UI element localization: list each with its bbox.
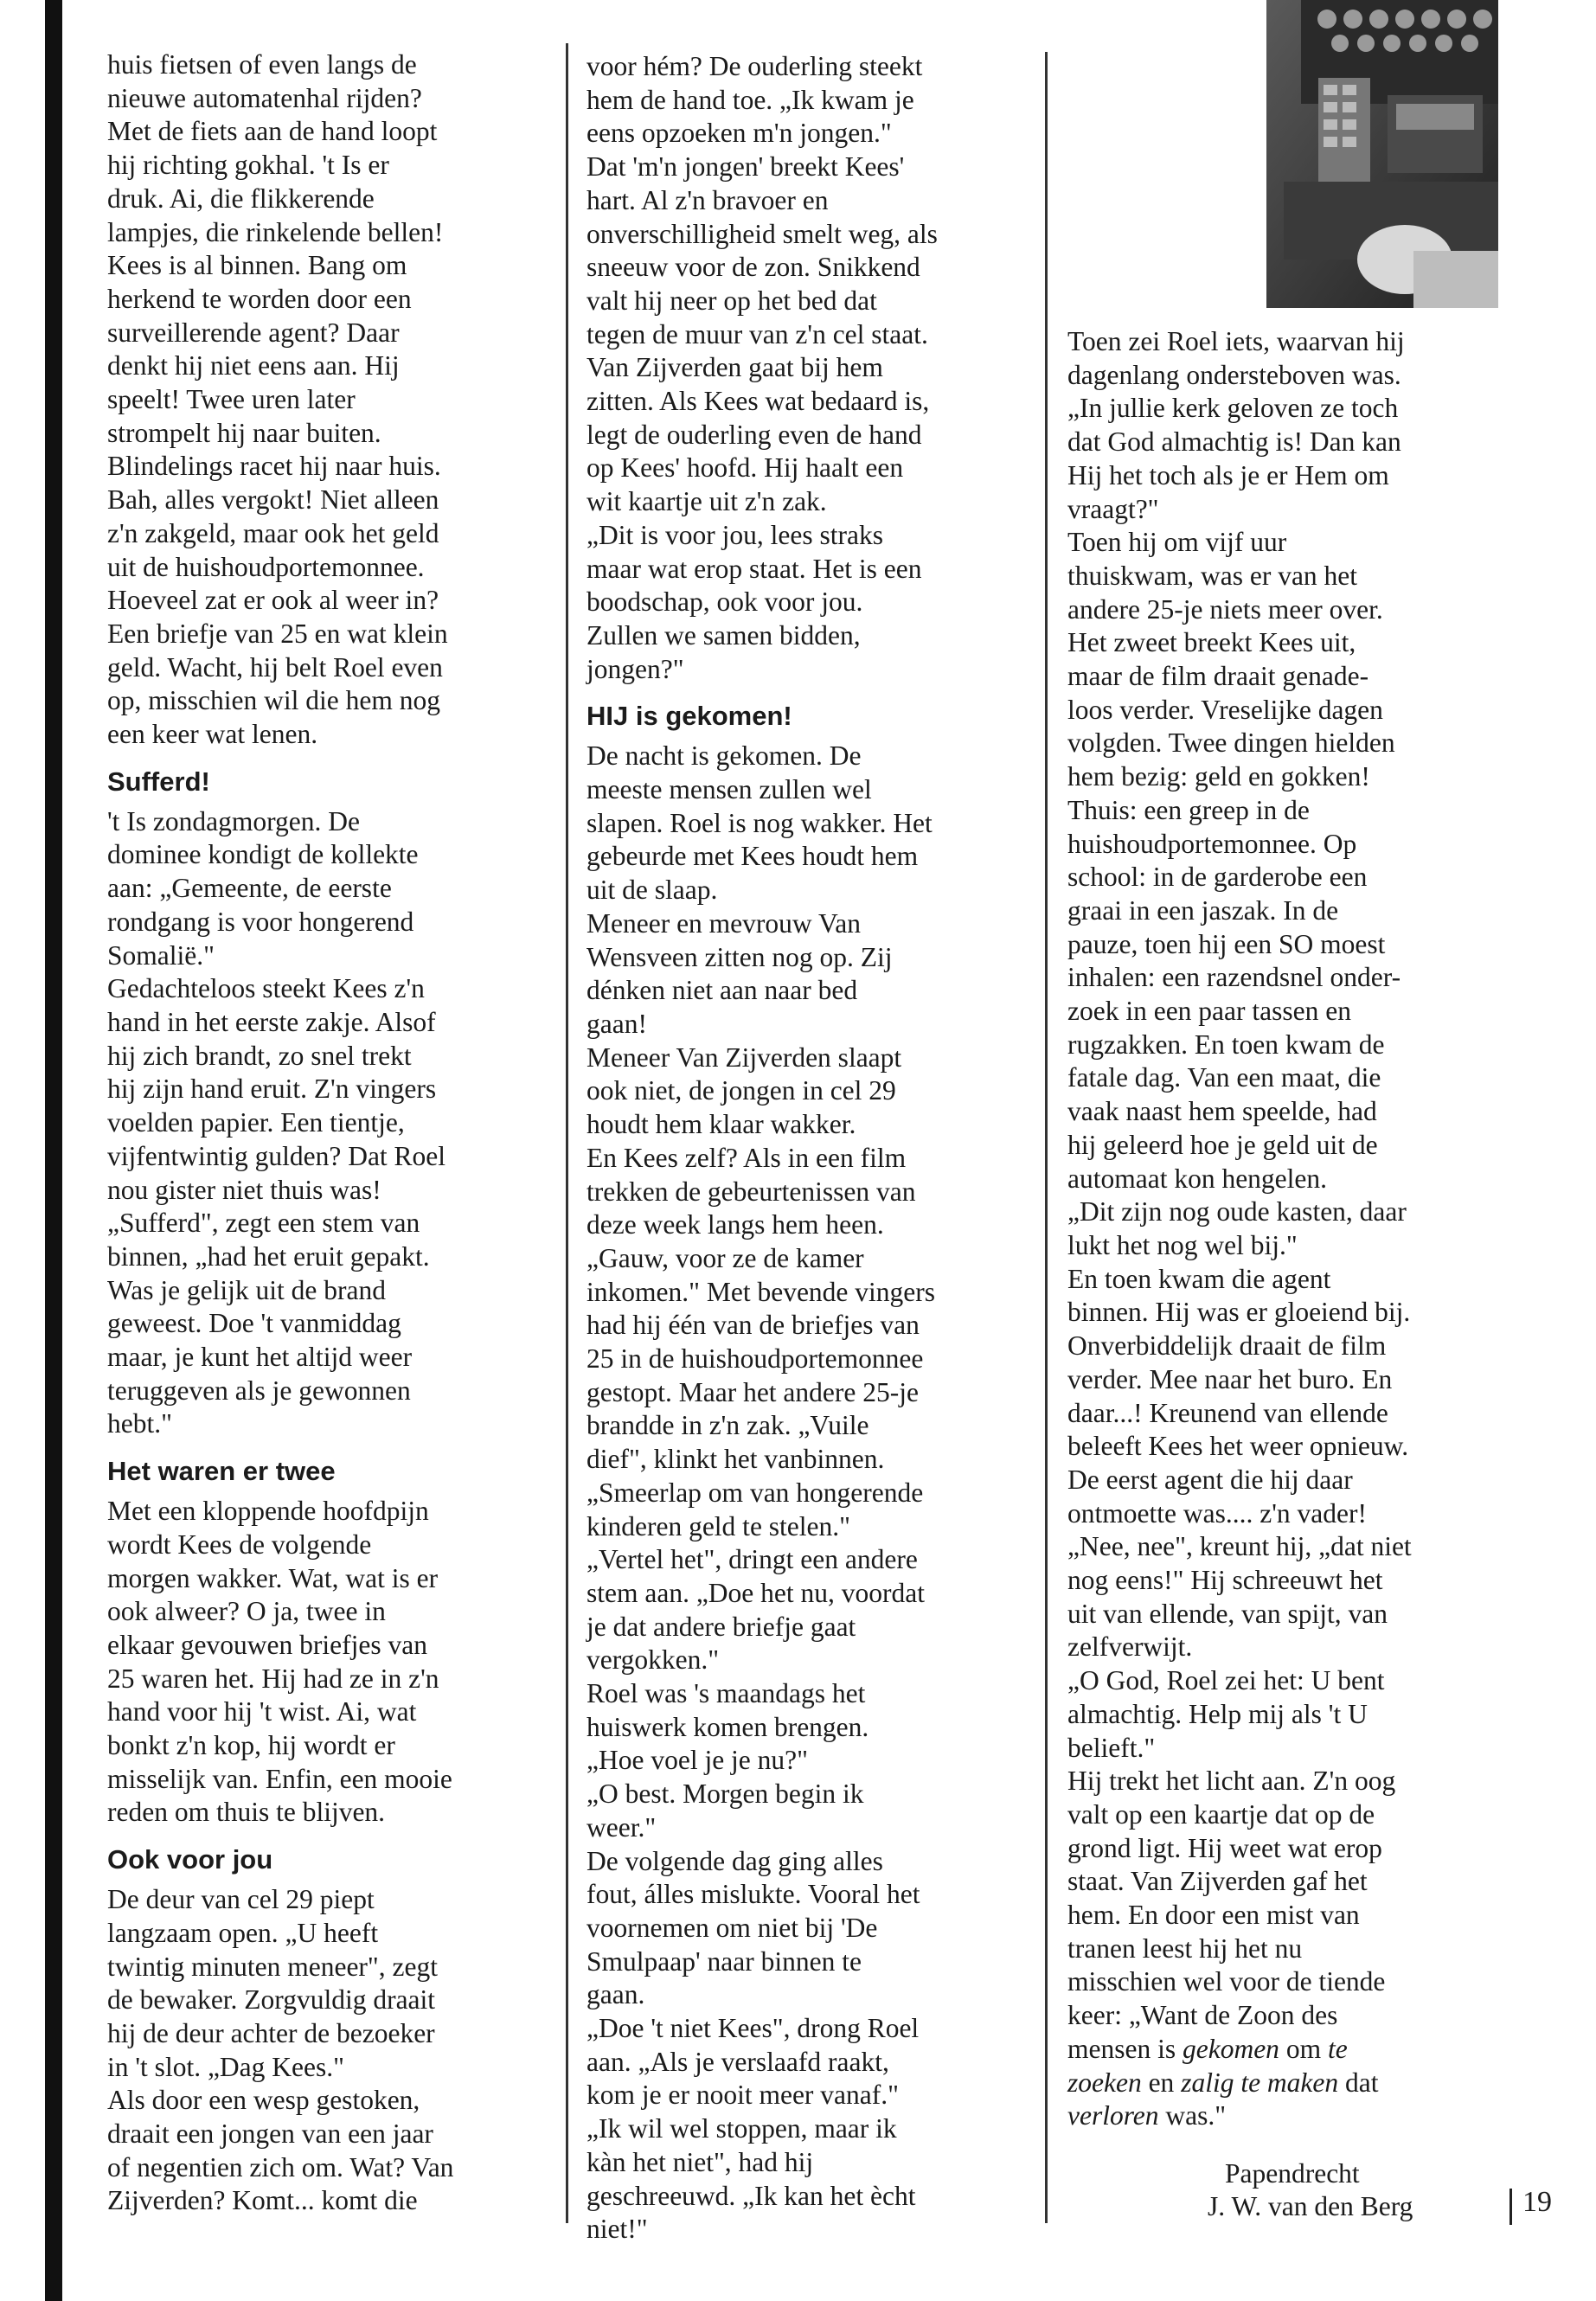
section-heading: HIJ is gekomen! — [586, 701, 792, 732]
signature-place: Papendrecht — [1225, 2158, 1360, 2189]
paragraph-text: Toen zei Roel iets, waarvan hij dagenlang ondersteboven was. „In jullie kerk geloven ze toch dat God almachtig is! Dan kan Hij het toch als je er Hem om vraagt?" Toen hij om vijf uur thuiskwam, was er van het andere 25-je niets meer over. Het zweet breekt Kees uit, maar de film draait genade- loos verder. Vreselijke dagen volgden. Twee dingen hielden hem bezig: geld en gokken! Thuis: een greep in de huishoudportemonnee. Op school: in de garderobe een graai in een jaszak. In de pauze, toen hij een SO moest inhalen: een razendsnel onder- zoek in een paar tassen en rugzakken. En toen kwam de fatale dag. Van een maat, die vaak naast hem speelde, had hij geleerd hoe je geld uit de automaat kon hengelen. „Dit zijn nog oude kasten, daar lukt het nog wel bij." En toen kwam die agent binnen. Hij was er gloeiend bij. Onverbiddelijk draait de film verder. Mee naar het buro. En daar...! Kreunend van ellende beleeft Kees het weer opnieuw. De eerst agent die hij daar ontmoette was.... z'n vader! „Nee, nee", kreunt hij, „dat niet nog eens!" Hij schreeuwt het uit van ellende, van spijt, van zelfverwijt. „O God, Roel zei het: U bent almachtig. Help mij als 't U belieft." Hij trekt het licht aan. Z'n oog valt op een kaartje dat op de grond ligt. Hij weet wat erop staat. Van Zijverden gaf het hem. En door een mist van tranen leest hij het nu misschien wel voor de tiende keer: „Want de Zoon des mensen is — [1067, 326, 1412, 2064]
paragraph-text: om — [1279, 2033, 1328, 2064]
page-number-divider — [1509, 2189, 1512, 2225]
emphasis: te zoeken — [1067, 2033, 1348, 2098]
section-heading: Ook voor jou — [107, 1844, 273, 1875]
column-divider — [1045, 52, 1048, 2223]
slot-machine-icon — [1266, 0, 1498, 308]
page-number: 19 — [1522, 2186, 1552, 2218]
paragraph-text: en — [1141, 2067, 1182, 2098]
paragraph: 't Is zondagmorgen. De dominee kondigt de kollekte aan: „Gemeente, de eerste rondgang is voor hongerend Somalië." Gedachteloos steekt Kees z'n hand in het eerste zakje. Alsof hij zich brandt, zo snel trekt hij zijn hand eruit. Z'n vingers voelden papier. Een tientje, vijfentwintig gulden? Dat Roel nou gister niet thuis was! „Sufferd", zegt een stem van binnen, „had het eruit gepakt. Was je gelijk uit de brand geweest. Doe 't vanmiddag maar, je kunt het altijd weer teruggeven als je gewonnen hebt." — [107, 805, 446, 1439]
paragraph-text: dat — [1345, 2067, 1379, 2098]
emphasis: verloren — [1067, 2100, 1159, 2131]
paragraph: De deur van cel 29 piept langzaam open. „U heeft twintig minuten meneer", zegt de bewaker. Zorgvuldig draait hij de deur achter de bezoeker in 't slot. „Dag Kees." Als door een wesp gestoken, draait een jongen van een jaar of negentien zich om. Wat? Van Zijverden? Komt... komt die — [107, 1884, 454, 2216]
page-edge-bar — [45, 0, 62, 2301]
paragraph: voor hém? De ouderling steekt hem de hand toe. „Ik kwam je eens opzoeken m'n jongen." Dat 'm'n jongen' breekt Kees' hart. Al z'n bravoer en onverschilligheid smelt weg, als sneeuw voor de zon. Snikkend valt hij neer op het bed dat tegen de muur van z'n cel staat. Van Zijverden gaat bij hem zitten. Als Kees wat bedaard is, legt de ouderling even de hand op Kees' hoofd. Hij haalt een wit kaartje uit z'n zak. „Dit is voor jou, lees straks maar wat erop staat. Het is een boodschap, ook voor jou. Zullen we samen bidden, jongen?" — [586, 51, 938, 684]
author-signature — [1208, 2157, 1413, 2223]
column-divider — [566, 43, 568, 2223]
paragraph: Met een kloppende hoofdpijn wordt Kees de volgende morgen wakker. Wat, wat is er ook alweer? O ja, twee in elkaar gevouwen briefjes van 25 waren het. Hij had ze in z'n hand voor hij 't wist. Ai, wat bonkt z'n kop, hij wordt er misselijk van. Enfin, een mooie reden om thuis te blijven. — [107, 1496, 452, 1828]
signature-author: J. W. van den Berg — [1208, 2191, 1413, 2221]
paragraph-text: was." — [1158, 2100, 1227, 2131]
paragraph: huis fietsen of even langs de nieuwe automatenhal rijden? Met de fiets aan de hand loopt hij richting gokhal. 't Is er druk. Ai, die flikkerende lampjes, die rinkelende bellen! Kees is al binnen. Bang om herkend te worden door een surveillerende agent? Daar denkt hij niet eens aan. Hij speelt! Twee uren later strompelt hij naar buiten. Blindelings racet hij naar huis. Bah, alles vergokt! Niet alleen z'n zakgeld, maar ook het geld uit de huishoudportemonnee. Hoeveel zat er ook al weer in? Een briefje van 25 en wat klein geld. Wacht, hij belt Roel even op, misschien wil die hem nog een keer wat lenen. — [107, 49, 448, 750]
article-column-2 — [586, 50, 1036, 2247]
article-column-1 — [107, 48, 540, 2218]
article-column-3 — [1067, 325, 1517, 2133]
paragraph: De nacht is gekomen. De meeste mensen zullen wel slapen. Roel is nog wakker. Het gebeurde met Kees houdt hem uit de slaap. Meneer en mevrouw Van Wensveen zitten nog op. Zij dénken niet aan naar bed gaan! Meneer Van Zijverden slaapt ook niet, de jongen in cel 29 houdt hem klaar wakker. En Kees zelf? Als in een film trekken de gebeurtenissen van deze week langs hem heen. „Gauw, voor ze de kamer inkomen." Met bevende vingers had hij één van de briefjes van 25 in de huishoudportemonnee gestopt. Maar het andere 25-je brandde in z'n zak. „Vuile dief", klinkt het vanbinnen. „Smeerlap om van hongerende kinderen geld te stelen." „Vertel het", dringt een andere stem aan. „Doe het nu, voordat je dat andere briefje gaat vergokken." Roel was 's maandags het huiswerk komen brengen. „Hoe voel je je nu?" „O best. Morgen begin ik weer." De volgende dag ging alles fout, álles mislukte. Vooral het voornemen om niet bij 'De Smulpaap' naar binnen te gaan. „Doe 't niet Kees", drong Roel aan. „Als je verslaafd raakt, kom je er nooit meer vanaf." „Ik wil wel stoppen, maar ik kàn het niet", had hij geschreeuwd. „Ik kan het ècht niet!" — [586, 740, 936, 2245]
section-heading: Sufferd! — [107, 766, 210, 797]
emphasis: gekomen — [1182, 2033, 1279, 2064]
closing-paragraph — [1067, 325, 1517, 2133]
emphasis: zalig te maken — [1181, 2067, 1339, 2098]
section-heading: Het waren er twee — [107, 1456, 336, 1487]
slot-machine-photo — [1266, 0, 1498, 308]
